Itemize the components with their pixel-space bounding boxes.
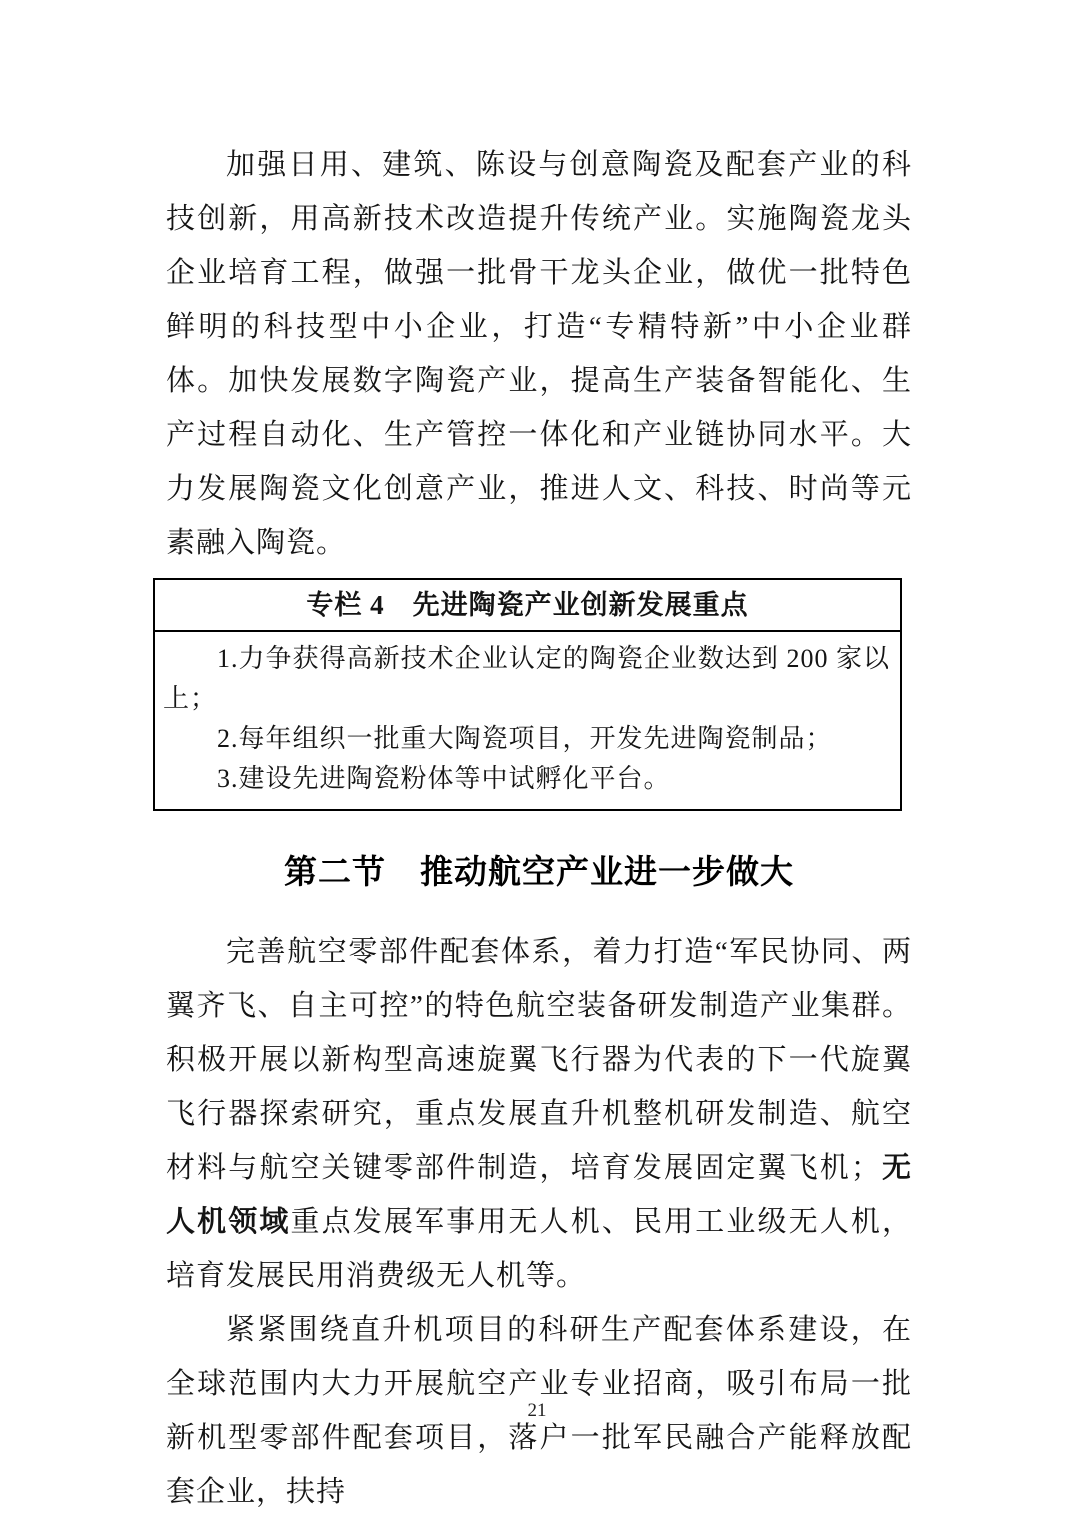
text-column [163,138,912,1519]
paragraph-helicopter: 紧紧围绕直升机项目的科研生产配套体系建设，在全球范围内大力开展航空产业专业招商，吸引布局一批新机型零部件配套项目，落户一批军民融合产能释放配套企业，扶持 [166,1314,912,1508]
highlight-box [153,578,902,811]
page-number: 21 [527,1400,547,1421]
highlight-box-body [155,632,900,809]
highlight-box-item-2: 2.每年组织一批重大陶瓷项目，开发先进陶瓷制品； [217,724,833,753]
paragraph-aviation-bold-emphasis: 无人机领域 [166,1152,912,1238]
paragraph-aviation-text: 完善航空零部件配套体系，着力打造“军民协同、两翼齐飞、自主可控”的特色航空装备研发制造产业集群。积极开展以新构型高速旋翼飞行器为代表的下一代旋翼飞行器探索研究，重点发展直升机整机研发制造、航空材料与航空关键零部件制造，培育发展固定翼飞机； [166,936,912,1184]
section-heading: 第二节 推动航空产业进一步做大 [284,853,794,890]
paragraph-aviation [166,925,912,1303]
highlight-box-item-1: 1.力争获得高新技术企业认定的陶瓷企业数达到 200 家以上； [163,644,890,713]
paragraph-ceramics: 加强日用、建筑、陈设与创意陶瓷及配套产业的科技创新，用高新技术改造提升传统产业。实施陶瓷龙头企业培育工程，做强一批骨干龙头企业，做优一批特色鲜明的科技型中小企业，打造“专精特新”中小企业群体。加快发展数字陶瓷产业，提高生产装备智能化、生产过程自动化、生产管控一体化和产业链协同水平。大力发展陶瓷文化创意产业，推进人文、科技、时尚等元素融入陶瓷。 [166,149,912,559]
paragraph-aviation-text-cont: 重点发展军事用无人机、民用工业级无人机，培育发展民用消费级无人机等。 [166,1206,912,1292]
highlight-box-item-3: 3.建设先进陶瓷粉体等中试孵化平台。 [217,764,671,793]
highlight-box-title: 专栏 4 先进陶瓷产业创新发展重点 [155,580,900,632]
